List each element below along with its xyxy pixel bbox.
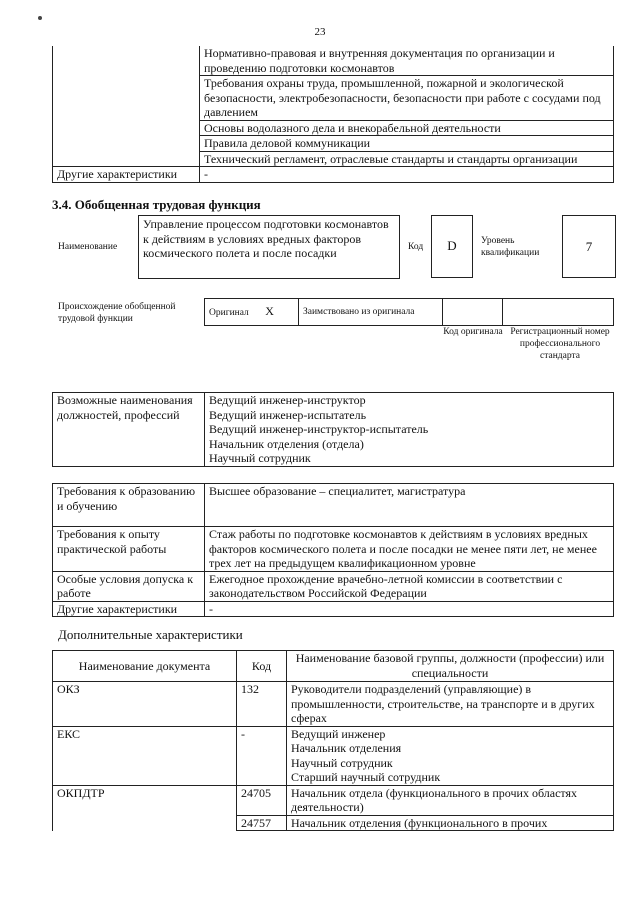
additional-table xyxy=(52,650,614,831)
other-characteristics-label: Другие характеристики xyxy=(53,167,200,183)
borrowed-label: Заимствовано из оригинала xyxy=(299,299,443,326)
eks-name: Научный сотрудник xyxy=(291,755,393,770)
origin-table xyxy=(204,298,614,326)
level-label: Уровень квалификации xyxy=(481,236,540,258)
okpdtr-name: Начальник отделения (функционального в прочих xyxy=(287,815,614,831)
reg-number-cell xyxy=(503,299,614,326)
page-number: 23 xyxy=(314,26,326,38)
knowledge-item: Технический регламент, отраслевые стандарты и стандарты организации xyxy=(200,151,614,167)
requirement-label: Требования к опыту практической работы xyxy=(53,527,205,572)
eks-name: Начальник отделения xyxy=(291,741,402,755)
code-value: D xyxy=(447,238,457,253)
position-item: Начальник отделения (отдела) xyxy=(209,436,364,451)
scan-speck xyxy=(38,16,42,20)
header-document: Наименование документа xyxy=(53,651,237,682)
header-name: Наименование базовой группы, должности (профессии) или специальности xyxy=(287,651,614,682)
knowledge-item: Нормативно-правовая и внутренняя документация по организации и проведению подготовки космонавтов xyxy=(200,46,614,76)
positions-label: Возможные наименования должностей, профессий xyxy=(53,393,205,467)
section-heading: 3.4. Обобщенная трудовая функция xyxy=(52,197,261,212)
label-cell-empty xyxy=(53,151,200,167)
requirement-value: Стаж работы по подготовке космонавтов к действиям в условиях вредных факторов космического полета и после посадки не менее пяти лет, не менее трех лет на предыдущем квалификационном уровне xyxy=(205,527,614,572)
okpdtr-doc: ОКПДТР xyxy=(53,785,237,831)
eks-code: - xyxy=(237,726,287,785)
eks-doc: ЕКС xyxy=(53,726,237,785)
name-label: Наименование xyxy=(58,242,118,252)
label-cell-empty xyxy=(53,120,200,136)
okpdtr-code: 24705 xyxy=(237,785,287,815)
okpdtr-name: Начальник отдела (функционального в прочих областях деятельности) xyxy=(287,785,614,815)
eks-names xyxy=(287,726,614,785)
knowledge-item: Основы водолазного дела и внекорабельной деятельности xyxy=(200,120,614,136)
requirement-label: Другие характеристики xyxy=(53,601,205,617)
code-label: Код xyxy=(408,242,424,252)
original-mark: X xyxy=(265,303,274,318)
knowledge-item: Требования охраны труда, промышленной, пожарной и экологической безопасности, электробезопасности, безопасности при работе с сосудами под давлением xyxy=(200,76,614,121)
label-cell-empty xyxy=(53,76,200,121)
requirement-value: - xyxy=(205,601,614,617)
requirement-label: Требования к образованию и обучению xyxy=(53,484,205,527)
knowledge-item: Правила деловой коммуникации xyxy=(200,136,614,152)
label-cell-empty xyxy=(53,46,200,76)
other-characteristics-value: - xyxy=(200,167,614,183)
eks-name: Старший научный сотрудник xyxy=(291,770,441,784)
original-cell xyxy=(205,299,299,326)
positions-table xyxy=(52,392,614,467)
knowledge-table xyxy=(52,46,614,183)
okz-code: 132 xyxy=(237,682,287,727)
original-label: Оригинал xyxy=(209,307,249,318)
reg-number-caption: Регистрационный номер профессионального стандарта xyxy=(510,327,610,361)
requirements-table xyxy=(52,483,614,617)
requirement-value: Высшее образование – специалитет, магистратура xyxy=(205,484,614,527)
position-item: Ведущий инженер-инструктор-испытатель xyxy=(209,422,429,436)
position-item: Научный сотрудник xyxy=(209,451,311,465)
okpdtr-code: 24757 xyxy=(237,815,287,831)
position-item: Ведущий инженер-испытатель xyxy=(209,407,367,422)
function-name-box: Управление процессом подготовки космонавтов к действиям в условиях вредных факторов космического полета и после посадки xyxy=(138,215,400,279)
code-original-cell xyxy=(443,299,503,326)
label-cell-empty xyxy=(53,136,200,152)
requirement-value: Ежегодное прохождение врачебно-летной комиссии в соответствии с законодательством Российской Федерации xyxy=(205,571,614,601)
code-value-box xyxy=(431,215,473,278)
position-item: Ведущий инженер-инструктор xyxy=(209,393,366,407)
eks-name: Ведущий инженер xyxy=(291,726,386,741)
okz-doc: ОКЗ xyxy=(53,682,237,727)
code-original-caption: Код оригинала xyxy=(443,327,503,337)
origin-label: Происхождение обобщенной трудовой функции xyxy=(58,302,176,324)
level-value: 7 xyxy=(585,239,593,254)
okz-name: Руководители подразделений (управляющие) в промышленности, строительстве, на транспорте и в других сферах xyxy=(287,682,614,727)
additional-title: Дополнительные характеристики xyxy=(58,627,243,642)
requirement-label: Особые условия допуска к работе xyxy=(53,571,205,601)
level-value-box xyxy=(562,215,616,278)
positions-list xyxy=(205,393,614,467)
header-code: Код xyxy=(237,651,287,682)
